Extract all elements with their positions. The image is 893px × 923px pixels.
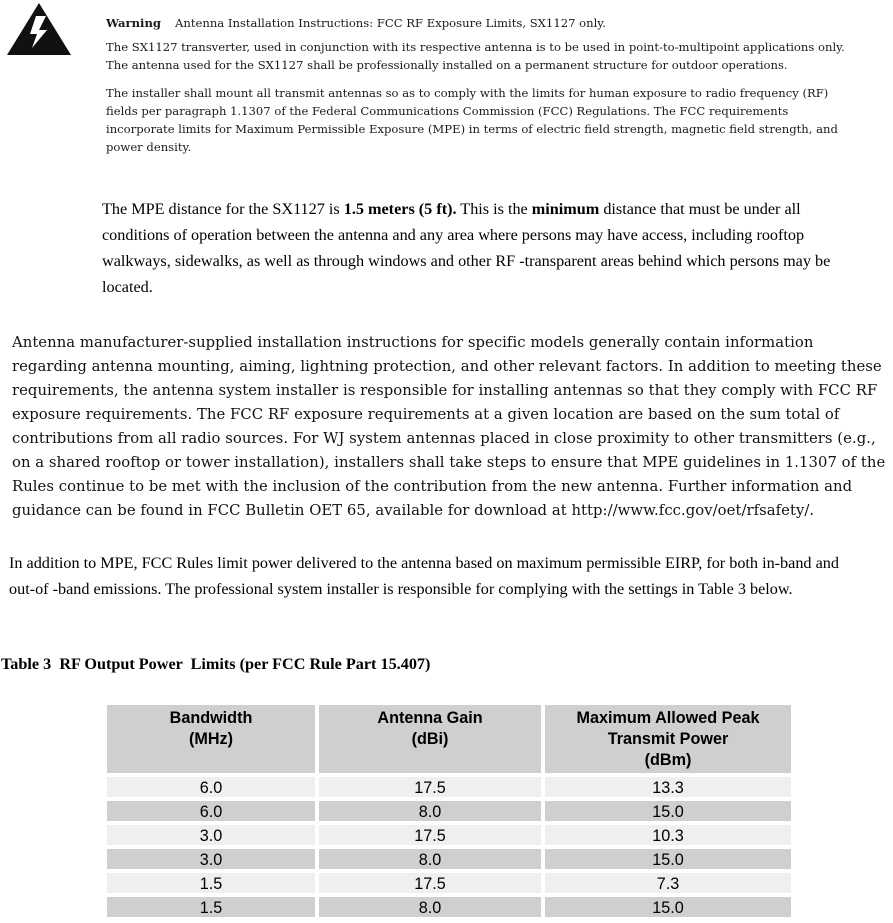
rf-output-power-table [103,701,795,921]
manufacturer-paragraph [12,331,892,523]
table-cell: 3.0 [107,825,315,845]
mpe-text-3: distance that must be under all conditions of operation between the antenna and any area where persons may have access, including rooftop walkways, sidewalks, as well as through windows and other RF -transparent areas behind which persons may be located. [102,200,831,296]
mpe-text-1: The MPE distance for the SX1127 is [102,200,344,218]
table-cell: 6.0 [107,801,315,821]
header-max-power: Maximum Allowed Peak Transmit Power (dBm) [545,705,791,773]
table-cell: 1.5 [107,873,315,893]
table-cell: 8.0 [319,849,541,869]
table-row [107,777,791,797]
table-row [107,897,791,917]
warning-paragraph-1: The SX1127 transverter, used in conjunction with its respective antenna is to be used in point-to-multipoint applications only. The antenna used for the SX1127 shall be professionally installed on a permanent structure for outdoor operations. [106,40,845,72]
warning-title: Antenna Installation Instructions: FCC RF Exposure Limits, SX1127 only. [175,16,606,30]
table-cell: 8.0 [319,801,541,821]
limits-paragraph [9,550,859,602]
table-row [107,825,791,845]
mpe-text-2: This is the [456,200,532,218]
table-cell: 1.5 [107,897,315,917]
warning-header [106,14,846,32]
table-cell: 6.0 [107,777,315,797]
table-cell: 17.5 [319,777,541,797]
manufacturer-text: Antenna manufacturer-supplied installation instructions for specific models generally contain information regarding antenna mounting, aiming, lightning protection, and other relevant factors. In addition to meeting these requirements, the antenna system installer is responsible for installing antennas so that they comply with FCC RF exposure requirements. The FCC RF exposure requirements at a given location are based on the sum total of contributions from all radio sources. For WJ system antennas placed in close proximity to other transmitters (e.g., on a shared rooftop or tower installation), installers shall take steps to ensure that MPE guidelines in 1.1307 of the Rules continue to be met with the inclusion of the contribution from the new antenna. Further information and guidance can be found in FCC Bulletin OET 65, available for download at http://www.fcc.gov/oet/rfsafety/. [12,334,886,519]
header-bandwidth: Bandwidth (MHz) [107,705,315,773]
header-antenna-gain: Antenna Gain (dBi) [319,705,541,773]
table-row [107,801,791,821]
warning-lightning-icon [6,2,72,56]
table-cell: 15.0 [545,897,791,917]
limits-text: In addition to MPE, FCC Rules limit power delivered to the antenna based on maximum permissible EIRP, for both in-band and out-of -band emissions. The professional system installer is responsible for complying with the settings in Table 3 below. [9,554,839,598]
table-cell: 15.0 [545,849,791,869]
mpe-paragraph [102,196,872,300]
warning-block [106,14,846,166]
table-row [107,873,791,893]
table-row [107,849,791,869]
table-cell: 8.0 [319,897,541,917]
table-header-row [107,705,791,773]
mpe-distance: 1.5 meters (5 ft). [343,200,457,218]
table-cell: 17.5 [319,873,541,893]
warning-label: Warning [106,16,162,30]
table-cell: 10.3 [545,825,791,845]
table-cell: 13.3 [545,777,791,797]
mpe-minimum: minimum [531,200,600,218]
table-cell: 3.0 [107,849,315,869]
warning-paragraph-2: The installer shall mount all transmit antennas so as to comply with the limits for human exposure to radio frequency (RF) fields per paragraph 1.1307 of the Federal Communications Commission (FCC) Regulations. The FCC requirements incorporate limits for Maximum Permissible Exposure (MPE) in terms of electric field strength, magnetic field strength, and power density. [106,86,838,154]
table-caption: Table 3 RF Output Power Limits (per FCC Rule Part 15.407) [1,655,431,673]
table-cell: 17.5 [319,825,541,845]
table-cell: 7.3 [545,873,791,893]
table-cell: 15.0 [545,801,791,821]
